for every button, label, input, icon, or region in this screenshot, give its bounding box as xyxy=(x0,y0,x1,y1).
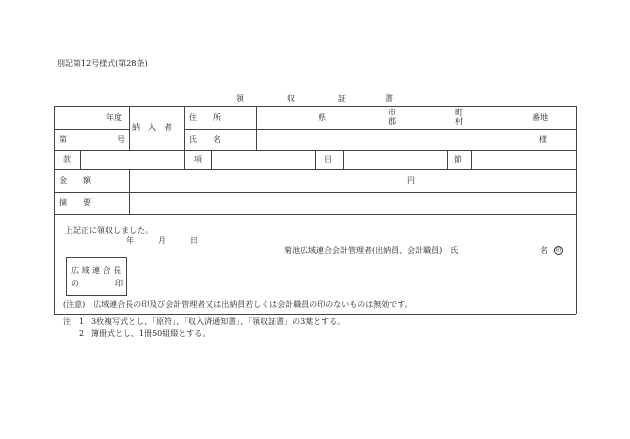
title-char-1: 領 xyxy=(236,94,244,103)
col-div-r3-5 xyxy=(343,150,344,169)
col-div-c xyxy=(256,106,257,150)
date-day: 日 xyxy=(190,236,198,245)
row5-bottom xyxy=(54,214,576,215)
daigo-label: 第 xyxy=(59,135,67,144)
col-div-r45 xyxy=(129,169,130,214)
receipt-statement: 上記正に領収しました。 xyxy=(65,226,153,235)
seal-mark-icon: 印 xyxy=(555,247,562,254)
setsu-label: 節 xyxy=(454,155,462,164)
caution-text: (注意) 広域連合長の印及び会計管理者又は出納員若しくは会計職員の印のないものは無効です。 xyxy=(63,300,413,309)
seal-box xyxy=(66,257,127,296)
title-char-4: 書 xyxy=(385,94,393,103)
date-month: 月 xyxy=(158,236,166,245)
col-div-r3-4 xyxy=(315,150,316,169)
shi-label: 市 xyxy=(388,108,396,117)
issuer-text: 菊池広域連合会計管理者(出納員、会計職員) 氏 xyxy=(284,246,459,255)
row3-bottom xyxy=(54,169,576,170)
note-2-text: 簿冊式とし、1冊50組綴とする。 xyxy=(91,329,211,338)
col-div-a xyxy=(129,106,130,150)
machi-label: 町 xyxy=(455,108,463,117)
moku-label: 目 xyxy=(324,155,332,164)
table-top-border xyxy=(54,106,576,107)
table-right-border xyxy=(576,106,577,314)
row1-bottom-right xyxy=(184,129,576,130)
col-div-b xyxy=(184,106,185,150)
seal-box-in: 印 xyxy=(115,279,123,288)
seal-box-line1: 広 域 連 合 長 xyxy=(71,266,122,275)
ken-label: 県 xyxy=(318,113,326,122)
seal-box-no: の xyxy=(71,279,79,288)
note-2-prefix: 2 xyxy=(79,329,85,338)
banchi-label: 番地 xyxy=(532,113,548,122)
col-div-r3-2 xyxy=(184,150,185,169)
row1-bottom-left xyxy=(54,129,129,130)
col-div-r3-6 xyxy=(447,150,448,169)
table-left-border xyxy=(54,106,55,314)
kan-label: 款 xyxy=(63,155,71,164)
mura-label: 村 xyxy=(455,117,463,126)
en-label: 円 xyxy=(407,176,415,185)
issuer-name-label: 名 xyxy=(540,246,548,255)
shimei-label: 氏 名 xyxy=(189,135,221,144)
nounyusha-label: 納 入 者 xyxy=(132,123,172,132)
row4-bottom xyxy=(54,192,576,193)
col-div-r3-3 xyxy=(211,150,212,169)
note-1-prefix: 注 1 xyxy=(63,317,85,326)
col-div-r3-1 xyxy=(80,150,81,169)
jusho-label: 住 所 xyxy=(189,113,221,122)
sama-label: 様 xyxy=(539,135,547,144)
date-year: 年 xyxy=(126,236,134,245)
tekiyou-label: 摘 要 xyxy=(59,198,91,207)
nendo-label: 年度 xyxy=(106,113,122,122)
title-char-3: 証 xyxy=(338,94,346,103)
note-1-text: 3枚複写式とし、「原符」、「収入済通知書」、「領収証書」の3葉とする。 xyxy=(91,317,346,326)
kou-label: 項 xyxy=(194,155,202,164)
form-id: 別記第12号様式(第28条) xyxy=(57,59,148,68)
table-bottom-border xyxy=(54,314,576,315)
kingaku-label: 金 額 xyxy=(59,176,91,185)
col-div-r3-7 xyxy=(471,150,472,169)
gun-label: 郡 xyxy=(388,117,396,126)
go-label: 号 xyxy=(117,135,125,144)
title-char-2: 収 xyxy=(287,94,295,103)
